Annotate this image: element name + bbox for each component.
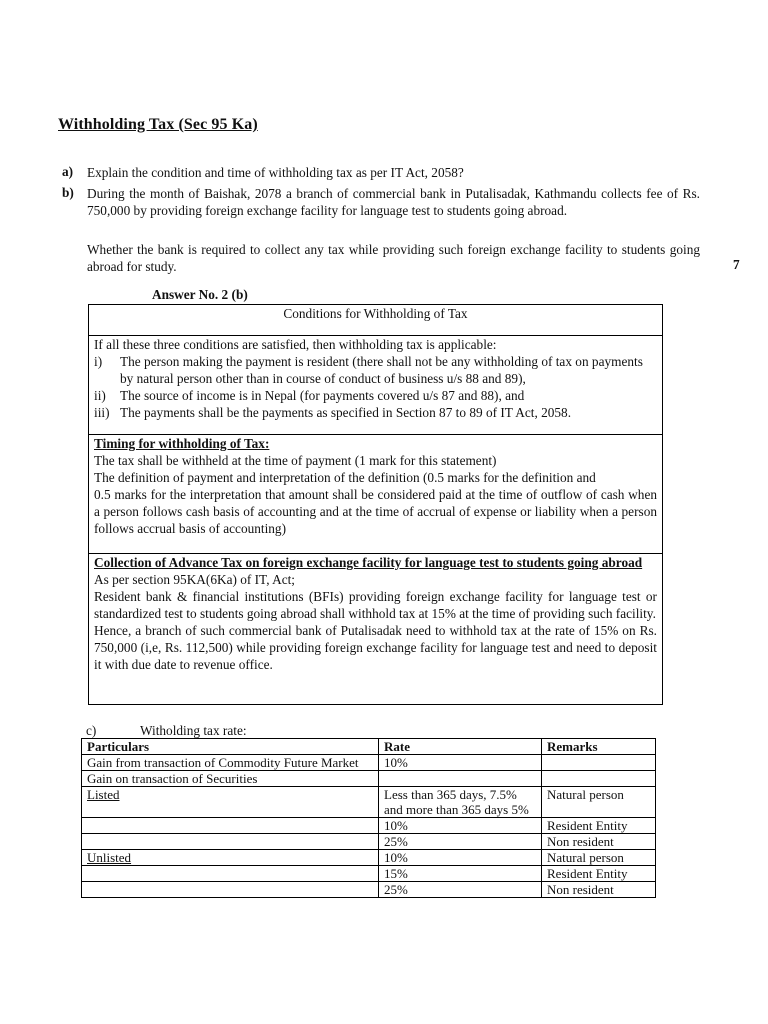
question-b-text-continued: Whether the bank is required to collect any tax while providing such foreign exchange facility to students going abroad for study. (87, 242, 700, 274)
table-row (82, 850, 656, 866)
cell-rate: 15% (379, 866, 542, 882)
page-title: Withholding Tax (Sec 95 Ka) (58, 116, 258, 133)
cell-rate: 10% (379, 850, 542, 866)
timing-heading: Timing for withholding of Tax: (94, 436, 270, 451)
advance-tax-heading: Collection of Advance Tax on foreign exchange facility for language test to students going abroad (94, 555, 643, 570)
cell-remarks: Natural person (542, 787, 656, 818)
table-row (82, 755, 656, 771)
cell-particulars (82, 834, 379, 850)
timing-line: The tax shall be withheld at the time of payment (1 mark for this statement) (94, 453, 497, 468)
cell-remarks: Resident Entity (542, 866, 656, 882)
table-row (82, 771, 656, 787)
conditions-section (89, 335, 662, 434)
conditions-title: Conditions for Withholding of Tax (283, 306, 468, 321)
cell-particulars: Unlisted (82, 850, 379, 866)
cell-particulars: Listed (82, 787, 379, 818)
cell-rate: 25% (379, 882, 542, 898)
timing-line: 0.5 marks for the interpretation that amount shall be considered paid at the time of outflow of cash when a person follows cash basis of accounting and at the time of accrual of expense or liability when a person follows accrual basis of accounting) (94, 487, 657, 536)
condition-number: iii) (94, 405, 110, 420)
part-c-text: Witholding tax rate: (140, 723, 247, 738)
cell-remarks: Natural person (542, 850, 656, 866)
table-row (82, 818, 656, 834)
timing-line: The definition of payment and interpretation of the definition (0.5 marks for the definition and (94, 470, 596, 485)
cell-particulars (82, 818, 379, 834)
answer-heading: Answer No. 2 (b) (152, 287, 248, 302)
advance-tax-line: Hence, a branch of such commercial bank of Putalisadak need to withhold tax at the rate of 15% on Rs. 750,000 (i,e, Rs. 112,500) while providing foreign exchange facility for language test and need to deposit it with due date to revenue office. (94, 623, 657, 672)
cell-particulars (82, 866, 379, 882)
table-row (82, 866, 656, 882)
rate-table (81, 738, 656, 898)
condition-item (94, 387, 657, 404)
cell-particulars (82, 882, 379, 898)
advance-tax-line: As per section 95KA(6Ka) of IT, Act; (94, 572, 295, 587)
condition-number: ii) (94, 388, 106, 403)
question-a-label: a) (62, 164, 74, 179)
cell-remarks (542, 755, 656, 771)
cell-rate (379, 771, 542, 787)
part-c-label: c) (86, 723, 97, 738)
header-remarks: Remarks (542, 739, 656, 755)
advance-tax-line: Resident bank & financial institutions (BFIs) providing foreign exchange facility for language test or standardized test to students going abroad shall withhold tax at 15% at the time of providing such facility. (94, 589, 657, 621)
cell-rate: Less than 365 days, 7.5% and more than 365 days 5% (379, 787, 542, 818)
table-header-row (82, 739, 656, 755)
condition-item (94, 353, 657, 387)
condition-text: The source of income is in Nepal (for payments covered u/s 87 and 88), and (120, 388, 525, 403)
cell-particulars: Gain from transaction of Commodity Future Market (82, 755, 379, 771)
table-row (82, 882, 656, 898)
cell-remarks: Non resident (542, 834, 656, 850)
cell-particulars: Gain on transaction of Securities (82, 771, 379, 787)
condition-text: The payments shall be the payments as specified in Section 87 to 89 of IT Act, 2058. (120, 405, 572, 420)
conditions-intro: If all these three conditions are satisfied, then withholding tax is applicable: (94, 337, 497, 352)
question-b-text: During the month of Baishak, 2078 a branch of commercial bank in Putalisadak, Kathmandu collects fee of Rs. 750,000 by providing foreign exchange facility for language test to students going abroad. (87, 186, 700, 218)
question-a-text: Explain the condition and time of withholding tax as per IT Act, 2058? (87, 165, 464, 180)
cell-remarks: Resident Entity (542, 818, 656, 834)
condition-number: i) (94, 354, 103, 369)
header-rate: Rate (379, 739, 542, 755)
question-b-label: b) (62, 185, 74, 200)
condition-text: The person making the payment is resident (there shall not be any withholding of tax on payments by natural person other than in course of conduct of business u/s 88 and 89), (120, 354, 643, 386)
table-row (82, 787, 656, 818)
cell-remarks: Non resident (542, 882, 656, 898)
timing-section (89, 434, 662, 553)
cell-rate: 10% (379, 818, 542, 834)
condition-item (94, 404, 657, 421)
answer-box (88, 304, 663, 705)
header-particulars: Particulars (82, 739, 379, 755)
advance-tax-section (89, 553, 662, 704)
cell-rate: 10% (379, 755, 542, 771)
marks: 7 (733, 257, 740, 272)
table-row (82, 834, 656, 850)
cell-rate: 25% (379, 834, 542, 850)
cell-remarks (542, 771, 656, 787)
